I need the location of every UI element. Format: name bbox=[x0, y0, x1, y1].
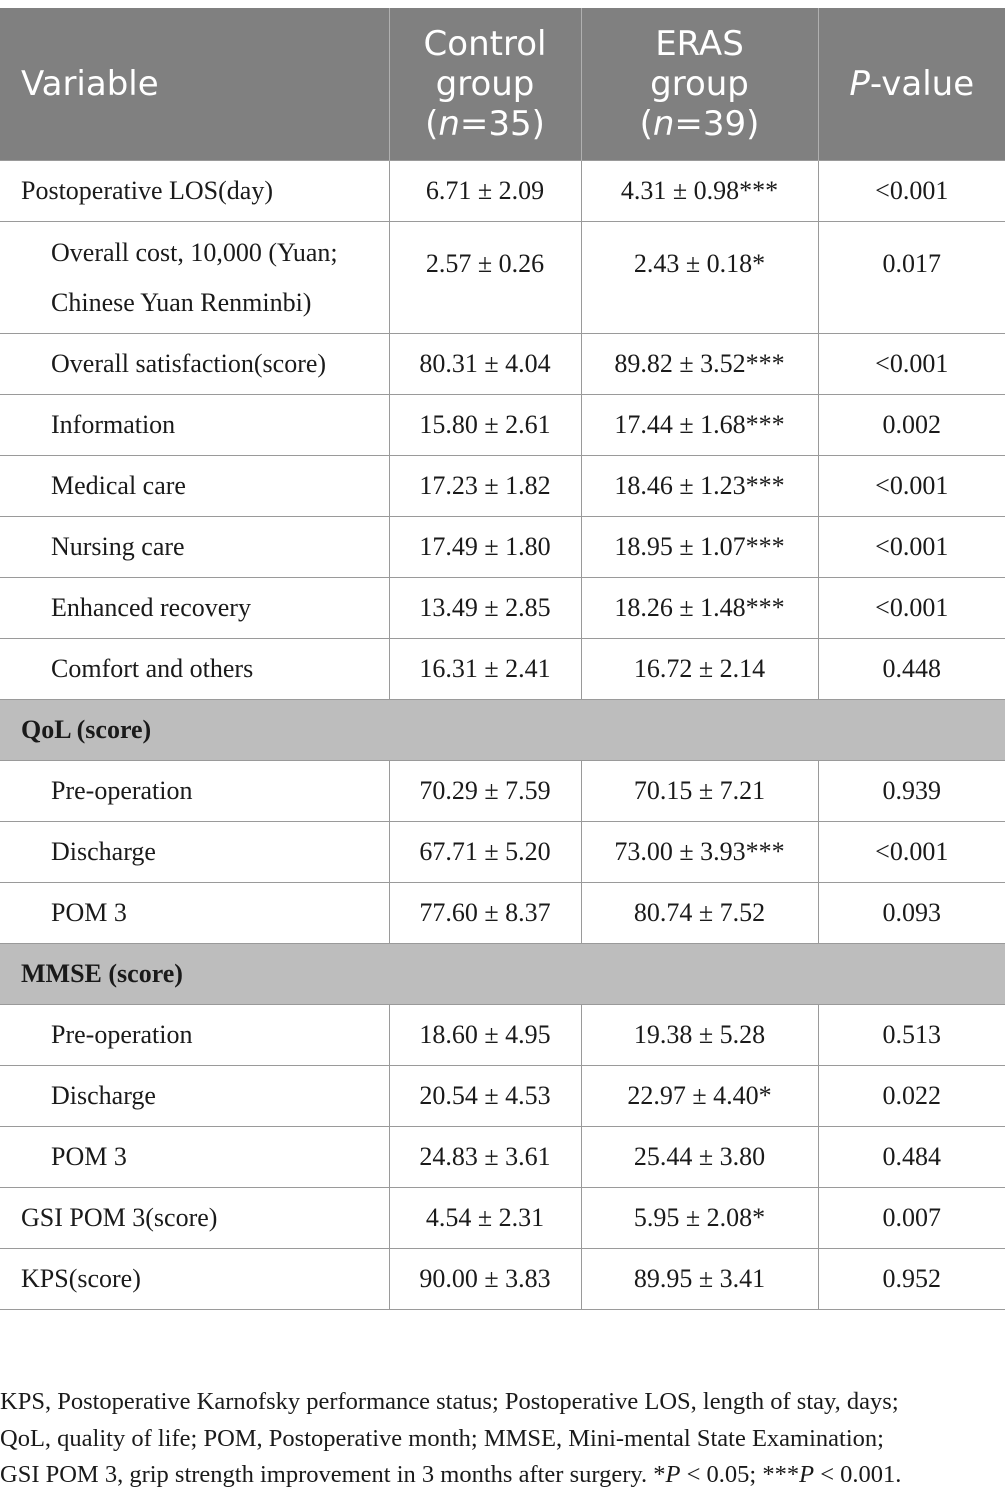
control-value: 70.29 ± 7.59 bbox=[389, 761, 581, 822]
p-value: 0.939 bbox=[818, 761, 1005, 822]
control-value: 77.60 ± 8.37 bbox=[389, 883, 581, 944]
header-eras-n: n bbox=[652, 104, 675, 144]
table-row bbox=[0, 639, 1005, 700]
row-label: Pre-operation bbox=[0, 761, 389, 822]
p-value: 0.513 bbox=[818, 1005, 1005, 1066]
table-row bbox=[0, 395, 1005, 456]
eras-value: 2.43 ± 0.18* bbox=[581, 222, 818, 334]
p-value: <0.001 bbox=[818, 456, 1005, 517]
control-value: 6.71 ± 2.09 bbox=[389, 161, 581, 222]
header-eras-line2: group bbox=[650, 64, 749, 104]
eras-value: 22.97 ± 4.40* bbox=[581, 1066, 818, 1127]
eras-value: 70.15 ± 7.21 bbox=[581, 761, 818, 822]
section-blank bbox=[818, 944, 1005, 1005]
eras-value: 80.74 ± 7.52 bbox=[581, 883, 818, 944]
section-row bbox=[0, 944, 1005, 1005]
header-pvalue-p: P bbox=[849, 64, 870, 104]
table-row bbox=[0, 1249, 1005, 1310]
header-control-n: n bbox=[438, 104, 460, 144]
table-row bbox=[0, 578, 1005, 639]
footnote-line: QoL, quality of life; POM, Postoperative month; MMSE, Mini-mental State Examination; bbox=[0, 1424, 884, 1452]
table-row bbox=[0, 761, 1005, 822]
control-value: 2.57 ± 0.26 bbox=[389, 222, 581, 334]
p-value: <0.001 bbox=[818, 578, 1005, 639]
p-value: 0.022 bbox=[818, 1066, 1005, 1127]
header-row bbox=[0, 8, 1005, 161]
p-value: 0.007 bbox=[818, 1188, 1005, 1249]
p-value: 0.448 bbox=[818, 639, 1005, 700]
row-label: Pre-operation bbox=[0, 1005, 389, 1066]
p-value: 0.093 bbox=[818, 883, 1005, 944]
row-label: Overall satisfaction(score) bbox=[0, 334, 389, 395]
row-label: Enhanced recovery bbox=[0, 578, 389, 639]
row-label: POM 3 bbox=[0, 883, 389, 944]
p-value: 0.952 bbox=[818, 1249, 1005, 1310]
control-value: 67.71 ± 5.20 bbox=[389, 822, 581, 883]
row-label: Comfort and others bbox=[0, 639, 389, 700]
control-value: 16.31 ± 2.41 bbox=[389, 639, 581, 700]
p-value: 0.002 bbox=[818, 395, 1005, 456]
p-value: <0.001 bbox=[818, 161, 1005, 222]
eras-value: 4.31 ± 0.98*** bbox=[581, 161, 818, 222]
section-blank bbox=[581, 944, 818, 1005]
footnote-text: GSI POM 3, grip strength improvement in 3 months after surgery. * bbox=[0, 1461, 666, 1488]
section-blank bbox=[818, 700, 1005, 761]
row-label: GSI POM 3(score) bbox=[0, 1188, 389, 1249]
table-row bbox=[0, 1066, 1005, 1127]
footnote-line: KPS, Postoperative Karnofsky performance status; Postoperative LOS, length of stay, days; bbox=[0, 1388, 899, 1415]
eras-value: 17.44 ± 1.68*** bbox=[581, 395, 818, 456]
eras-value: 16.72 ± 2.14 bbox=[581, 639, 818, 700]
footnote-p-symbol: P bbox=[665, 1461, 681, 1488]
header-eras-count: =39) bbox=[674, 104, 760, 144]
section-row bbox=[0, 700, 1005, 761]
eras-value: 18.95 ± 1.07*** bbox=[581, 517, 818, 578]
footnote-text: < 0.001. bbox=[814, 1461, 902, 1488]
table-row bbox=[0, 517, 1005, 578]
row-label bbox=[0, 222, 389, 334]
header-variable: Variable bbox=[0, 8, 389, 161]
control-value: 4.54 ± 2.31 bbox=[389, 1188, 581, 1249]
header-eras-line1: ERAS bbox=[655, 24, 744, 64]
p-value: <0.001 bbox=[818, 517, 1005, 578]
table-row bbox=[0, 883, 1005, 944]
eras-value: 19.38 ± 5.28 bbox=[581, 1005, 818, 1066]
section-blank bbox=[389, 944, 581, 1005]
eras-value: 89.95 ± 3.41 bbox=[581, 1249, 818, 1310]
p-value: 0.484 bbox=[818, 1127, 1005, 1188]
control-value: 15.80 ± 2.61 bbox=[389, 395, 581, 456]
table-row bbox=[0, 456, 1005, 517]
row-label: Discharge bbox=[0, 822, 389, 883]
footnote-p-symbol: P bbox=[799, 1461, 815, 1488]
control-value: 13.49 ± 2.85 bbox=[389, 578, 581, 639]
control-value: 17.49 ± 1.80 bbox=[389, 517, 581, 578]
header-control-count: =35) bbox=[459, 104, 545, 144]
p-value: <0.001 bbox=[818, 822, 1005, 883]
eras-value: 18.46 ± 1.23*** bbox=[581, 456, 818, 517]
p-value: 0.017 bbox=[818, 222, 1005, 334]
row-label: Discharge bbox=[0, 1066, 389, 1127]
header-eras-open: ( bbox=[639, 104, 653, 144]
row-label: KPS(score) bbox=[0, 1249, 389, 1310]
control-value: 18.60 ± 4.95 bbox=[389, 1005, 581, 1066]
header-eras-group bbox=[581, 8, 818, 161]
footnote-line bbox=[0, 1457, 1005, 1494]
row-label-line1: Overall cost, 10,000 (Yuan; bbox=[51, 238, 338, 267]
eras-value: 73.00 ± 3.93*** bbox=[581, 822, 818, 883]
header-control-open: ( bbox=[425, 104, 439, 144]
eras-value: 25.44 ± 3.80 bbox=[581, 1127, 818, 1188]
row-label: Medical care bbox=[0, 456, 389, 517]
results-table bbox=[0, 8, 1005, 1310]
section-label: QoL (score) bbox=[0, 700, 389, 761]
table-row bbox=[0, 1005, 1005, 1066]
header-pvalue bbox=[818, 8, 1005, 161]
section-blank bbox=[581, 700, 818, 761]
control-value: 80.31 ± 4.04 bbox=[389, 334, 581, 395]
footnote-text: < 0.05; *** bbox=[680, 1461, 800, 1488]
table-row bbox=[0, 1188, 1005, 1249]
table-footnote bbox=[0, 1384, 1005, 1494]
table-row bbox=[0, 161, 1005, 222]
table-row bbox=[0, 1127, 1005, 1188]
header-control-line2: group bbox=[435, 64, 535, 104]
control-value: 90.00 ± 3.83 bbox=[389, 1249, 581, 1310]
table-row bbox=[0, 222, 1005, 334]
row-label: Nursing care bbox=[0, 517, 389, 578]
section-label: MMSE (score) bbox=[0, 944, 389, 1005]
eras-value: 89.82 ± 3.52*** bbox=[581, 334, 818, 395]
eras-value: 5.95 ± 2.08* bbox=[581, 1188, 818, 1249]
control-value: 20.54 ± 4.53 bbox=[389, 1066, 581, 1127]
control-value: 17.23 ± 1.82 bbox=[389, 456, 581, 517]
p-value: <0.001 bbox=[818, 334, 1005, 395]
row-label: POM 3 bbox=[0, 1127, 389, 1188]
eras-value: 18.26 ± 1.48*** bbox=[581, 578, 818, 639]
header-control-group bbox=[389, 8, 581, 161]
row-label: Information bbox=[0, 395, 389, 456]
section-blank bbox=[389, 700, 581, 761]
control-value: 24.83 ± 3.61 bbox=[389, 1127, 581, 1188]
header-control-line1: Control bbox=[423, 24, 547, 64]
table-row bbox=[0, 822, 1005, 883]
header-pvalue-rest: -value bbox=[869, 64, 975, 104]
row-label: Postoperative LOS(day) bbox=[0, 161, 389, 222]
table-row bbox=[0, 334, 1005, 395]
row-label-line2: Chinese Yuan Renminbi) bbox=[51, 288, 312, 317]
